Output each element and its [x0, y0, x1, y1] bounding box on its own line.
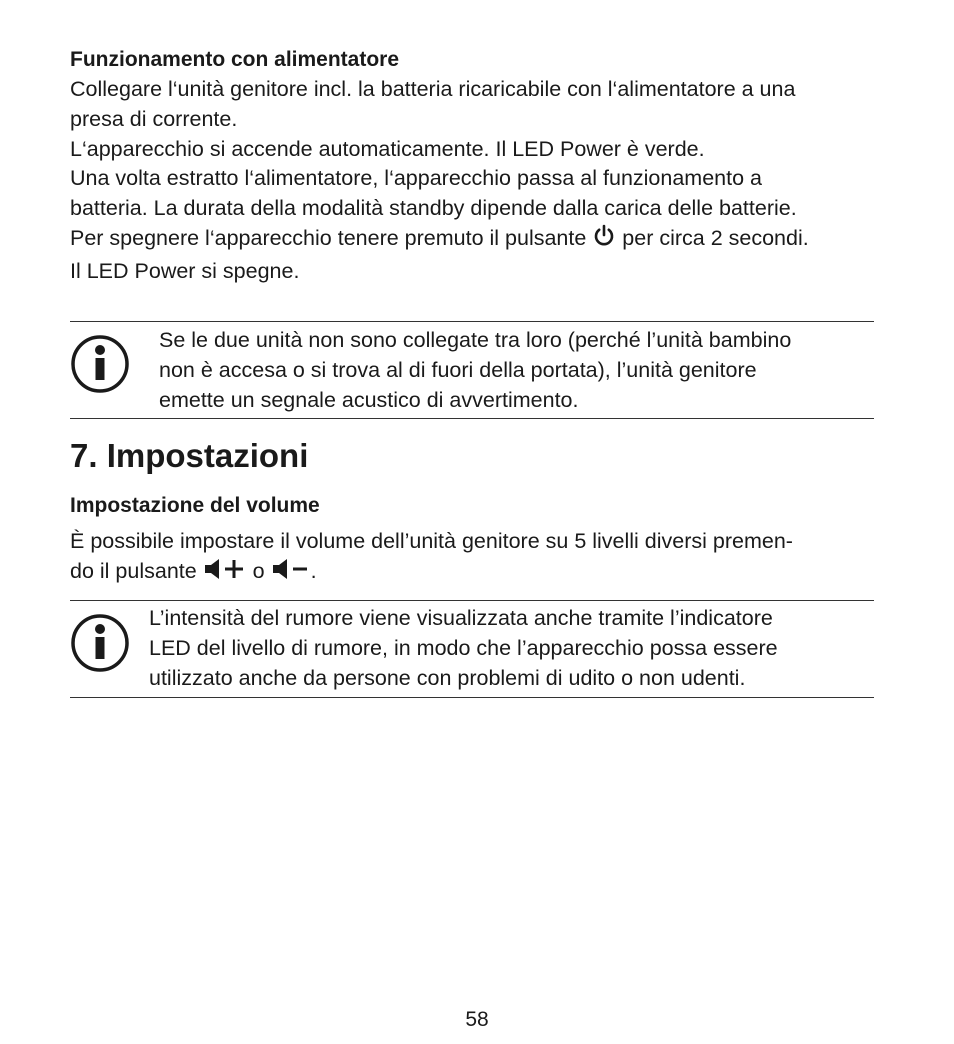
info-note-noise-indicator: [70, 600, 874, 698]
text-line: emette un segnale acustico di avvertimento.: [159, 387, 579, 412]
text-line: Se le due unità non sono collegate tra loro (perché l’unità bambino: [159, 328, 792, 352]
section-volume: [70, 491, 885, 590]
info-icon: [70, 334, 130, 394]
volume-down-icon: [271, 557, 311, 590]
info-note-text: [159, 326, 871, 415]
text-line: L’intensità del rumore viene visualizzata anche tramite l’indicatore: [149, 606, 773, 630]
text-line: non è accesa o si trova al di fuori della portata), l’unità genitore: [159, 357, 757, 382]
info-note-connection: [70, 321, 874, 419]
text-line: L‘apparecchio si accende automaticamente. Il LED Power è verde.: [70, 136, 705, 161]
chapter-title: 7. Impostazioni: [70, 437, 309, 474]
power-supply-text: [70, 75, 890, 287]
text-line: Collegare l‘unità genitore incl. la batteria ricaricabile con l‘alimentatore a una: [70, 77, 796, 101]
section-power-supply: [70, 45, 890, 287]
text-line: presa di corrente.: [70, 106, 238, 131]
text-line: Una volta estratto l‘alimentatore, l‘apparecchio passa al funzionamento a: [70, 166, 762, 191]
text-line: Per spegnere l‘apparecchio tenere premuto il pulsante: [70, 225, 587, 250]
text-line: Il LED Power si spegne.: [70, 258, 300, 283]
text-line: LED del livello di rumore, in modo che l’apparecchio possa essere: [149, 635, 778, 660]
text-line: do il pulsante: [70, 558, 197, 583]
power-icon: [592, 224, 616, 257]
volume-heading: Impostazione del volume: [70, 494, 320, 517]
page-number: 58: [465, 1008, 489, 1031]
text-line: per circa 2 secondi.: [616, 225, 809, 250]
text-line: utilizzato anche da persone con problemi di udito o non udenti.: [149, 665, 746, 690]
text-line: o: [246, 558, 271, 583]
info-note-text: [149, 604, 871, 693]
text-line: È possibile impostare il volume dell’unità genitore su 5 livelli diversi premen-: [70, 529, 793, 553]
volume-text: [70, 527, 885, 590]
info-icon: [70, 613, 130, 673]
volume-up-icon: [203, 557, 247, 590]
power-supply-heading: Funzionamento con alimentatore: [70, 48, 400, 71]
text-line: .: [310, 558, 317, 583]
text-line: batteria. La durata della modalità standby dipende dalla carica delle batterie.: [70, 196, 797, 221]
